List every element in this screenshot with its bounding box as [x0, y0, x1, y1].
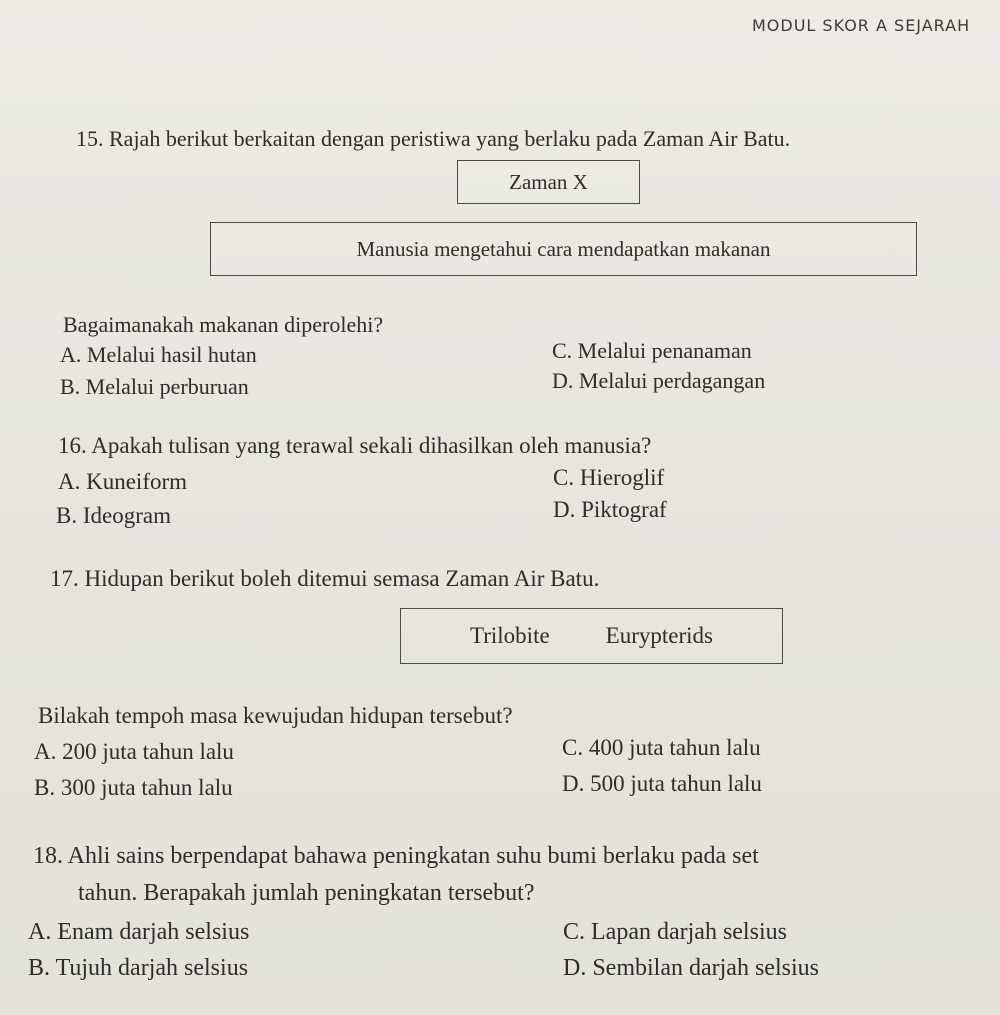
- question-18-option-b[interactable]: B. Tujuh darjah selsius: [28, 955, 249, 981]
- question-17-option-b[interactable]: B. 300 juta tahun lalu: [34, 775, 233, 800]
- question-18-line-2: tahun. Berapakah jumlah peningkatan tersebut?: [78, 880, 535, 906]
- page-header: MODUL SKOR A SEJARAH: [752, 16, 971, 35]
- question-16-option-d[interactable]: D. Piktograf: [553, 497, 667, 522]
- question-16-option-b[interactable]: B. Ideogram: [56, 503, 171, 528]
- question-16-option-c[interactable]: C. Hieroglif: [553, 465, 665, 490]
- question-18-line-1: 18. Ahli sains berpendapat bahawa peningkatan suhu bumi berlaku pada set: [33, 843, 759, 869]
- organisms-box: [400, 608, 783, 664]
- question-15-option-a[interactable]: A. Melalui hasil hutan: [60, 342, 257, 367]
- statement-box: [210, 222, 917, 276]
- question-17: 17. Hidupan berikut boleh ditemui semasa Zaman Air Batu.: [50, 566, 600, 591]
- question-17-option-a[interactable]: A. 200 juta tahun lalu: [34, 739, 234, 764]
- question-18-option-a[interactable]: A. Enam darjah selsius: [28, 919, 250, 945]
- question-15-option-d[interactable]: D. Melalui perdagangan: [552, 368, 766, 393]
- question-18-option-d[interactable]: D. Sembilan darjah selsius: [563, 955, 819, 981]
- question-17-option-c[interactable]: C. 400 juta tahun lalu: [562, 735, 761, 760]
- organism-trilobite: Trilobite: [470, 623, 550, 648]
- question-17-prompt: Bilakah tempoh masa kewujudan hidupan tersebut?: [38, 703, 513, 728]
- question-15-option-c[interactable]: C. Melalui penanaman: [552, 338, 752, 363]
- question-16: 16. Apakah tulisan yang terawal sekali dihasilkan oleh manusia?: [58, 433, 652, 458]
- question-16-option-a[interactable]: A. Kuneiform: [58, 469, 188, 494]
- question-17-option-d[interactable]: D. 500 juta tahun lalu: [562, 771, 762, 796]
- organism-eurypterids: Eurypterids: [605, 623, 713, 648]
- question-18-option-c[interactable]: C. Lapan darjah selsius: [563, 919, 787, 945]
- question-15: 15. Rajah berikut berkaitan dengan peristiwa yang berlaku pada Zaman Air Batu.: [76, 126, 791, 151]
- era-box-label: Zaman X: [509, 169, 588, 194]
- question-15-option-b[interactable]: B. Melalui perburuan: [60, 374, 249, 399]
- statement-box-text: Manusia mengetahui cara mendapatkan makanan: [356, 236, 771, 261]
- era-box: [457, 160, 640, 204]
- question-15-prompt: Bagaimanakah makanan diperolehi?: [63, 312, 384, 337]
